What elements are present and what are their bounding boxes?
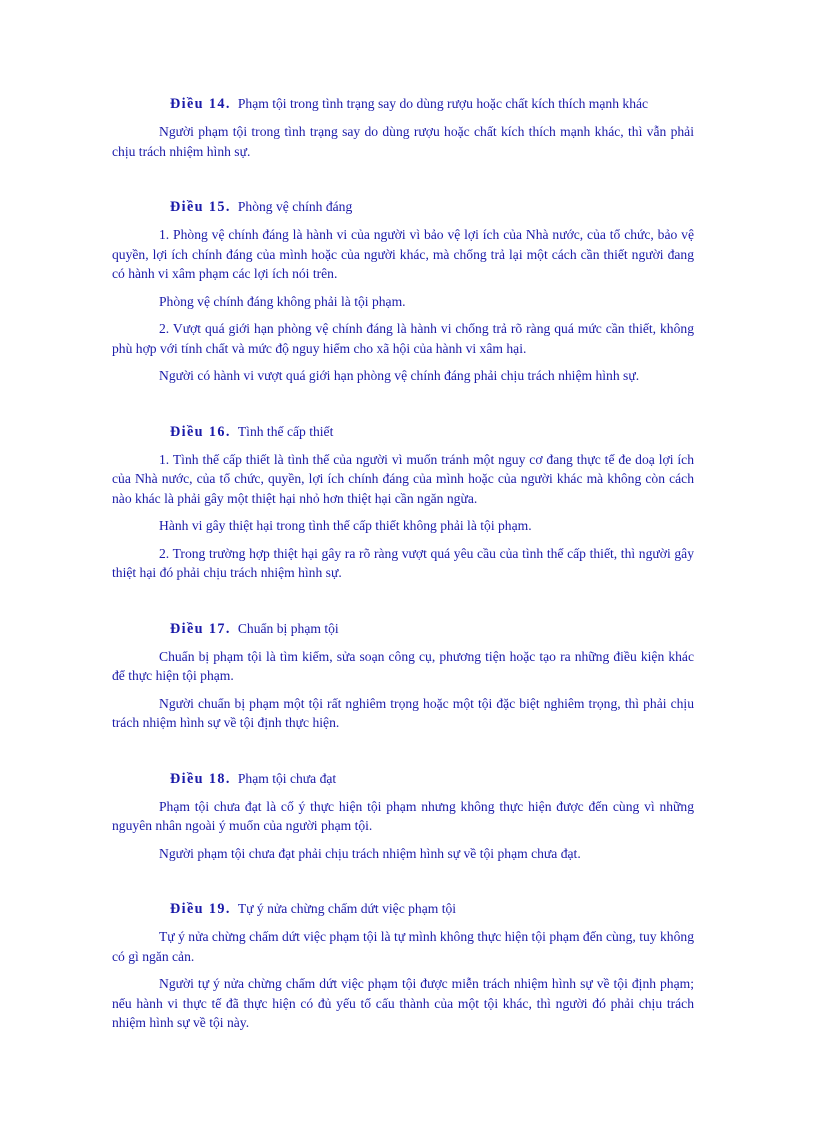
paragraph: Hành vi gây thiệt hại trong tình thế cấp thiết không phải là tội phạm. <box>159 518 532 533</box>
article-number: Điều 18. <box>170 770 231 787</box>
article-number: Điều 15. <box>170 199 231 215</box>
article-heading <box>112 422 694 442</box>
article-title: Tự ý nửa chừng chấm dứt việc phạm tội <box>237 901 457 916</box>
paragraph: 1. Tình thế cấp thiết là tình thế của người vì muốn tránh một nguy cơ đang thực tế đe doạ lợi ích của Nhà nước, của tổ chức, quyền, lợi ích chính đáng của mình hoặc của người khác mà không còn cách nào khác là phải gây một thiệt hại nhỏ hơn thiệt hại cần ngăn ngừa. <box>112 451 694 506</box>
article-title: Phạm tội trong tình trạng say do dùng rượu hoặc chất kích thích mạnh khác <box>237 96 649 111</box>
article-18 <box>112 769 694 864</box>
article-number: Điều 17. <box>170 620 231 637</box>
article-heading <box>112 619 694 639</box>
article-heading <box>112 197 694 217</box>
article-16 <box>112 422 694 583</box>
article-title: Chuẩn bị phạm tội <box>237 620 339 636</box>
article-number: Điều 16. <box>170 423 231 440</box>
article-heading <box>112 94 694 114</box>
paragraph: Người phạm tội trong tình trạng say do dùng rượu hoặc chất kích thích mạnh khác, thì vẫn phải chịu trách nhiệm hình sự. <box>112 124 694 159</box>
article-heading <box>112 769 694 789</box>
article-title: Tình thế cấp thiết <box>237 423 334 439</box>
paragraph: Phạm tội chưa đạt là cố ý thực hiện tội phạm nhưng không thực hiện được đến cùng vì những nguyên nhân ngoài ý muốn của người phạm tội. <box>112 798 694 833</box>
paragraph: 2. Trong trường hợp thiệt hại gây ra rõ ràng vượt quá yêu cầu của tình thế cấp thiết, thì người gây thiệt hại đó phải chịu trách nhiệm hình sự. <box>112 545 694 580</box>
paragraph: Phòng vệ chính đáng không phải là tội phạm. <box>159 293 406 309</box>
document-page <box>112 94 694 1069</box>
paragraph: Chuẩn bị phạm tội là tìm kiếm, sửa soạn công cụ, phương tiện hoặc tạo ra những điều kiện khác để thực hiện tội phạm. <box>112 648 694 683</box>
article-19 <box>112 899 694 1033</box>
article-number: Điều 14. <box>170 96 231 112</box>
article-17 <box>112 619 694 733</box>
paragraph: 1. Phòng vệ chính đáng là hành vi của người vì bảo vệ lợi ích của Nhà nước, của tổ chức, bảo vệ quyền, lợi ích chính đáng của mình hoặc của người khác, mà chống trả lại một cách cần thiết người đang có hành vi xâm phạm các lợi ích nói trên. <box>112 227 694 281</box>
article-15 <box>112 197 694 386</box>
article-title: Phạm tội chưa đạt <box>237 770 337 786</box>
article-number: Điều 19. <box>170 901 231 917</box>
paragraph: Người tự ý nửa chừng chấm dứt việc phạm tội được miễn trách nhiệm hình sự về tội định phạm; nếu hành vi thực tế đã thực hiện có đủ yếu tố cấu thành của một tội khác, thì người đó phải chịu trách nhiệm hình sự về tội này. <box>112 976 694 1030</box>
article-heading <box>112 899 694 919</box>
article-title: Phòng vệ chính đáng <box>237 199 353 214</box>
paragraph: Người có hành vi vượt quá giới hạn phòng vệ chính đáng phải chịu trách nhiệm hình sự. <box>159 368 640 383</box>
paragraph: 2. Vượt quá giới hạn phòng vệ chính đáng là hành vi chống trả rõ ràng quá mức cần thiết, không phù hợp với tính chất và mức độ nguy hiểm cho xã hội của hành vi xâm hại. <box>112 321 694 356</box>
article-14 <box>112 94 694 161</box>
paragraph: Người chuẩn bị phạm một tội rất nghiêm trọng hoặc một tội đặc biệt nghiêm trọng, thì phải chịu trách nhiệm hình sự về tội định thực hiện. <box>112 695 694 730</box>
paragraph: Tự ý nửa chừng chấm dứt việc phạm tội là tự mình không thực hiện tội phạm đến cùng, tuy không có gì ngăn cản. <box>112 929 694 964</box>
paragraph: Người phạm tội chưa đạt phải chịu trách nhiệm hình sự về tội phạm chưa đạt. <box>159 845 581 861</box>
